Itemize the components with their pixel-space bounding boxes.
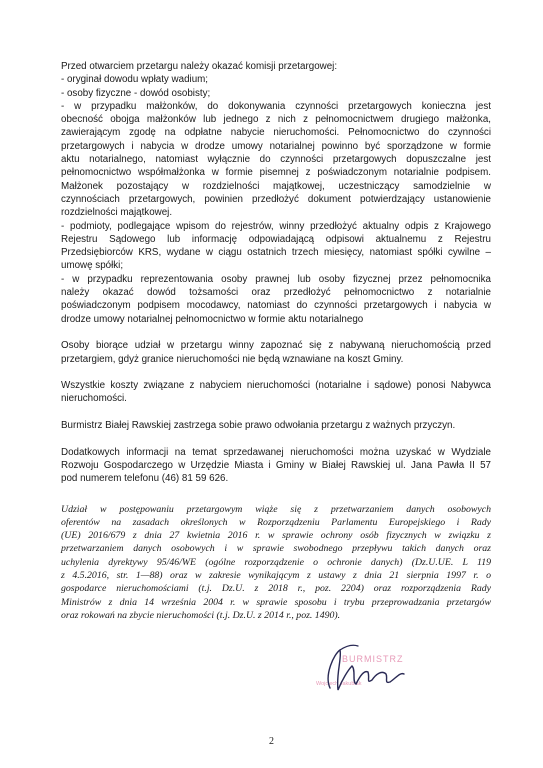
text-line: czynnościach przetargowych, powinien przedłożyć dokument potwierdzający ustanowienie: [61, 193, 491, 205]
contact-section: [61, 446, 491, 486]
signature-flourish: [340, 645, 358, 650]
text-line: Rejestru Sądowego lub informację odpowiadającą odpisowi aktualnemu z Rejestru: [61, 233, 491, 245]
text-line: z 4.5.2016, str. 1—88) oraz w zakresie wynikającym z ustawy z dnia 21 sierpnia 1997 r. o: [61, 569, 491, 581]
text-line: pełnomocnictwo współmałżonka w formie pisemnej z poświadczonym notarialnie podpisem.: [61, 167, 491, 179]
text-line: przetargowych i nabycia w drodze umowy notarialnej powinno być sporządzone w formie: [61, 140, 491, 152]
text-line: - oryginał dowodu wpłaty wadium;: [61, 74, 209, 86]
text-line: oferentów na zasadach określonych w Rozporządzeniu Parlamentu Europejskiego i Rady: [61, 516, 491, 528]
text-line: zawierającym zgodę na odpłatne nabycie nieruchomości. Pełnomocnictwo do czynności: [61, 127, 491, 139]
text-line: - podmioty, podlegające wpisom do rejestrów, winny przedłożyć aktualny odpis z Krajowego: [61, 220, 491, 232]
text-line: umowę spółki;: [61, 260, 124, 272]
stamp-name: Wojciech Jakubiak: [316, 681, 362, 687]
signature-stamp: [312, 640, 442, 700]
cancellation-section: [61, 419, 491, 432]
gdpr-notice: [61, 503, 491, 623]
text-line: drodze umowy notarialnej pełnomocnictwo w formie aktu notarialnego: [61, 313, 364, 325]
text-line: rozdzielności majątkowej.: [61, 207, 173, 219]
text-line: Dodatkowych informacji na temat sprzedawanej nieruchomości można uzyskać w Wydziale: [61, 446, 491, 458]
text-line: Przed otwarciem przetargu należy okazać komisji przetargowej:: [61, 61, 338, 72]
text-line: poświadczonym podpisem mocodawcy, natomiast do czynności przetargowych i nabycia w: [61, 300, 491, 312]
text-line: - w przypadku reprezentowania osoby prawnej lub osoby fizycznej przez pełnomocnika: [61, 273, 491, 285]
text-line: Przedsiębiorców KRS, wydane w ciągu ostatnich trzech miesięcy, natomiast spółki cywilne –: [61, 247, 491, 259]
text-line: (UE) 2016/679 z dnia 27 kwietnia 2016 r. w sprawie ochrony osób fizycznych w związku z: [61, 530, 491, 542]
text-line: pod numerem telefonu (46) 81 59 626.: [61, 473, 229, 485]
text-line: Wszystkie koszty związane z nabyciem nieruchomości (notarialne i sądowe) ponosi Nabywca: [61, 380, 491, 392]
requirements-section: [61, 60, 491, 326]
text-line: Udział w postępowaniu przetargowym wiąże się z przetwarzaniem danych osobowych: [61, 503, 491, 515]
text-line: Rozwoju Gospodarczego w Urzędzie Miasta i Gminy w Białej Rawskiej ul. Jana Pawła II 57: [61, 459, 491, 471]
text-line: gospodarce nieruchomościami (t.j. Dz.U. z 2018 r., poz. 2204) oraz rozporządzenia Rady: [61, 583, 491, 595]
text-line: Małżonek pozostający w rozdzielności majątkowej, uczestniczący samodzielnie w: [61, 180, 491, 192]
text-line: - w przypadku małżonków, do dokonywania czynności przetargowych konieczna jest: [61, 100, 491, 112]
stamp-title: BURMISTRZ: [342, 654, 404, 664]
text-line: oraz rokowań na zbycie nieruchomości (t.j. Dz.U. z 2014 r., poz. 1490).: [61, 609, 341, 621]
text-line: uchylenia dyrektywy 95/46/WE (ogólne rozporządzenie o ochronie danych) (Dz.U.UE. L 119: [61, 556, 491, 568]
text-line: należy okazać dowód tożsamości oraz przedłożyć pełnomocnictwo z notarialnie: [61, 287, 491, 299]
document-body: [61, 60, 491, 622]
text-line: przetargiem, gdyż granice nieruchomości nie będą wznawiane na koszt Gminy.: [61, 353, 404, 365]
text-line: obecność obojga małżonków lub jednego z nich z pełnomocnictwem drugiego małżonka,: [61, 114, 491, 126]
text-line: Ministrów z dnia 14 września 2004 r. w sprawie sposobu i trybu przeprowadzania przetargów: [61, 596, 491, 608]
page-number: 2: [269, 736, 274, 747]
text-line: nieruchomości.: [61, 393, 127, 405]
text-line: - osoby fizyczne - dowód osobisty;: [61, 87, 211, 99]
text-line: aktu notarialnego, natomiast wyłącznie do czynności przetargowych dopuszczalne jest: [61, 154, 491, 166]
costs-section: [61, 379, 491, 406]
site-inspection-section: [61, 339, 491, 366]
text-line: Osoby biorące udział w przetargu winny zapoznać się z nabywaną nieruchomością przed: [61, 340, 491, 352]
text-line: Burmistrz Białej Rawskiej zastrzega sobie prawo odwołania przetargu z ważnych przyczyn.: [61, 420, 456, 432]
text-line: przetwarzaniem danych osobowych i w sprawie swobodnego przepływu takich danych oraz: [61, 543, 491, 555]
